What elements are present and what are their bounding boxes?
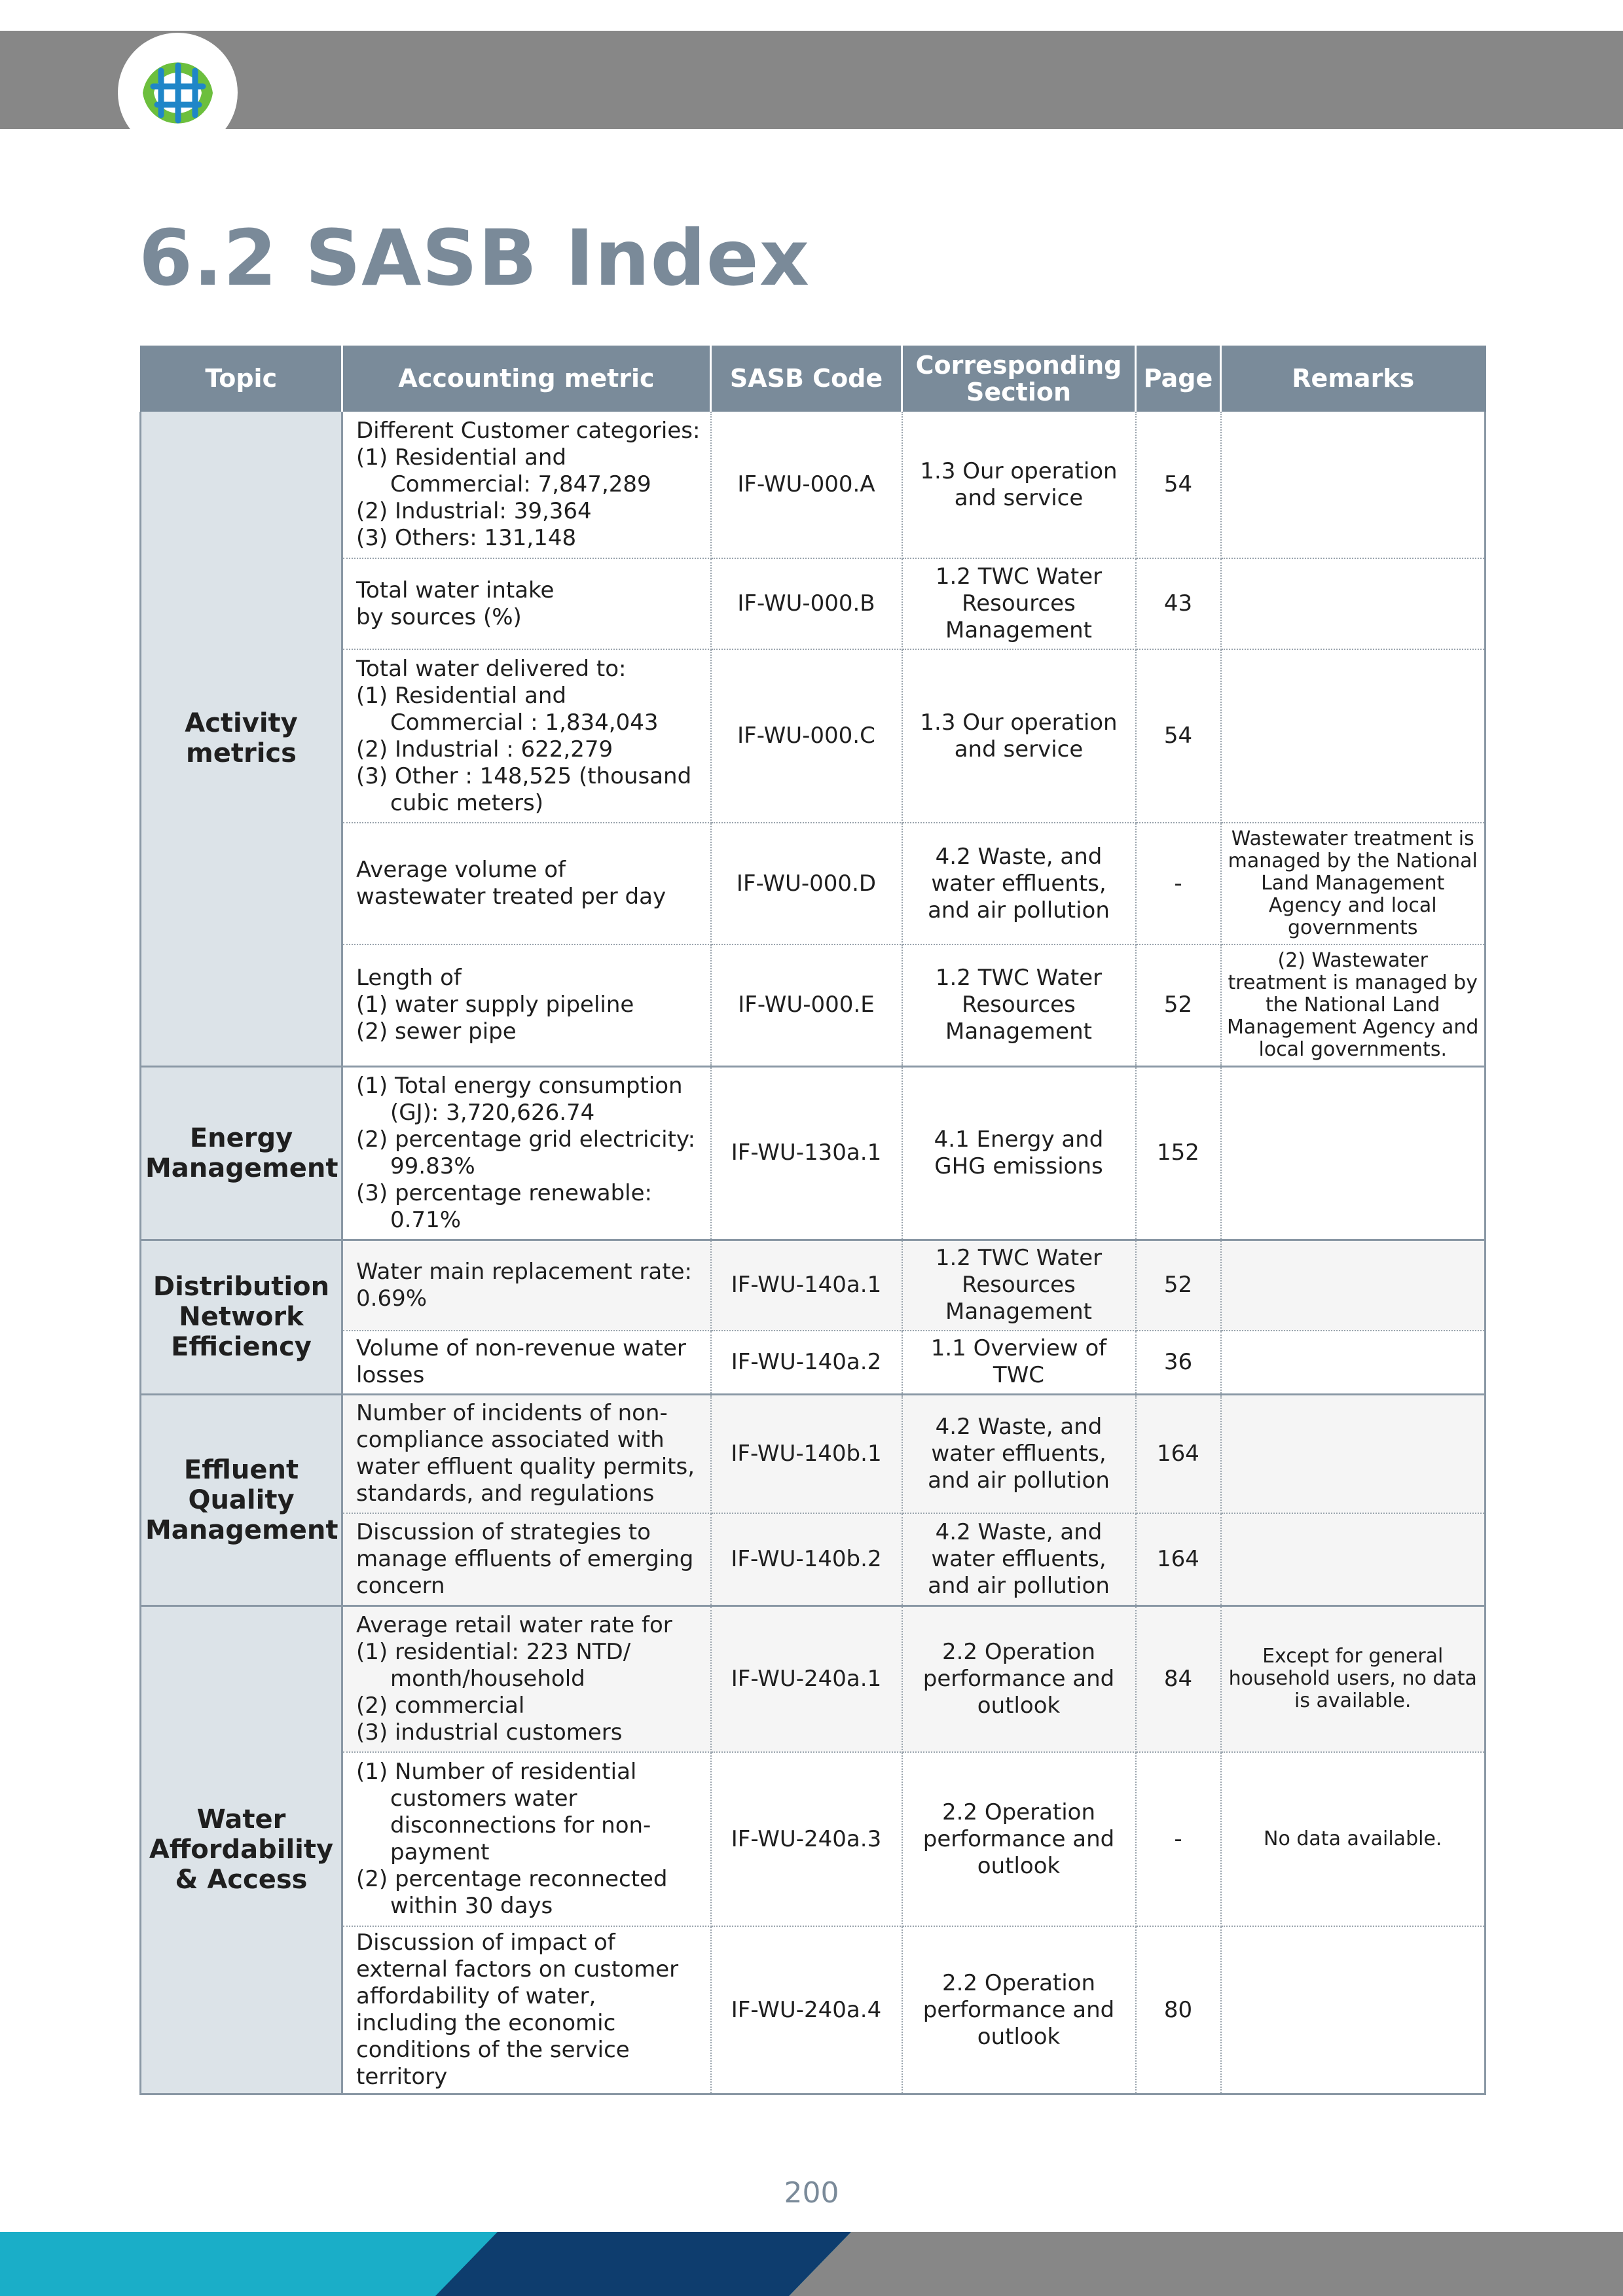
section-cell: 4.2 Waste, and water effluents, and air pollution: [902, 823, 1136, 944]
topic-cell: Activity metrics: [141, 412, 342, 1066]
metric-cell: [342, 1752, 711, 1926]
metric-cell: [342, 944, 711, 1066]
header-topic: Topic: [141, 346, 342, 412]
section-cell: 1.2 TWC Water Resources Management: [902, 1240, 1136, 1331]
page-cell: 52: [1136, 944, 1221, 1066]
page-cell: 164: [1136, 1394, 1221, 1513]
remarks-cell: [1221, 412, 1486, 558]
sasb-code-cell: IF-WU-130a.1: [711, 1066, 902, 1240]
metric-cell: [342, 1066, 711, 1240]
metric-line: (3) industrial customers: [356, 1719, 623, 1746]
sasb-code-cell: IF-WU-240a.4: [711, 1926, 902, 2094]
remarks-cell: [1221, 649, 1486, 823]
metric-line: Length of: [356, 965, 462, 992]
remarks-cell: [1221, 1240, 1486, 1331]
page-cell: 52: [1136, 1240, 1221, 1331]
metric-line: Average volume of wastewater treated per day: [356, 857, 666, 910]
header-sasb-code: SASB Code: [711, 346, 902, 412]
sasb-code-cell: IF-WU-000.C: [711, 649, 902, 823]
metric-line: (2) sewer pipe: [356, 1018, 517, 1045]
topic-cell: Effluent Quality Management: [141, 1394, 342, 1605]
table-row: [141, 649, 1486, 823]
section-cell: 1.3 Our operation and service: [902, 649, 1136, 823]
metric-line: (2) commercial: [356, 1692, 525, 1719]
table-header-row: [141, 346, 1486, 412]
sasb-index-table: [139, 346, 1486, 2095]
remarks-cell: No data available.: [1221, 1752, 1486, 1926]
metric-line: (2) percentage grid electricity: 99.83%: [356, 1126, 696, 1179]
page-cell: 164: [1136, 1513, 1221, 1605]
remarks-cell: Wastewater treatment is managed by the National Land Management Agency and local governments: [1221, 823, 1486, 944]
table-row: [141, 412, 1486, 558]
metric-line: Discussion of strategies to manage effluents of emerging concern: [356, 1518, 694, 1599]
metric-line: (1) water supply pipeline: [356, 992, 634, 1018]
table-row: [141, 1240, 1486, 1331]
table-row: [141, 558, 1486, 649]
page-cell: 43: [1136, 558, 1221, 649]
metric-cell: [342, 1605, 711, 1752]
section-cell: 1.2 TWC Water Resources Management: [902, 944, 1136, 1066]
metric-cell: [342, 1513, 711, 1605]
metric-cell: [342, 1926, 711, 2094]
table-row: [141, 823, 1486, 944]
table-row: [141, 1752, 1486, 1926]
remarks-cell: [1221, 1066, 1486, 1240]
metric-line: Discussion of impact of external factors on customer affordability of water, including the economic conditions of the service territory: [356, 1929, 679, 2090]
sasb-code-cell: IF-WU-140b.2: [711, 1513, 902, 1605]
page-cell: 54: [1136, 649, 1221, 823]
topic-cell: Energy Management: [141, 1066, 342, 1240]
metric-line: (3) Others: 131,148: [356, 525, 577, 551]
table-row: [141, 1926, 1486, 2094]
table-row: [141, 1066, 1486, 1240]
metric-line: Water main replacement rate: 0.69%: [356, 1258, 692, 1312]
metric-line: Number of incidents of non-compliance associated with water effluent quality permits, standards, and regulations: [356, 1400, 695, 1507]
metric-line: (2) Industrial: 39,364: [356, 498, 592, 524]
sasb-code-cell: IF-WU-000.E: [711, 944, 902, 1066]
page-cell: 80: [1136, 1926, 1221, 2094]
metric-line: (1) residential: 223 NTD/ month/household: [356, 1638, 631, 1692]
metric-line: (2) Industrial : 622,279: [356, 736, 613, 762]
metric-cell: [342, 1240, 711, 1331]
logo: [118, 33, 238, 152]
sasb-code-cell: IF-WU-140b.1: [711, 1394, 902, 1513]
sasb-code-cell: IF-WU-000.D: [711, 823, 902, 944]
section-cell: 1.1 Overview of TWC: [902, 1331, 1136, 1394]
header-corresponding-section: Corresponding Section: [902, 346, 1136, 412]
sasb-code-cell: IF-WU-000.A: [711, 412, 902, 558]
topic-cell: Water Affordability & Access: [141, 1605, 342, 2094]
page-number: 200: [784, 2176, 839, 2210]
page-cell: 54: [1136, 412, 1221, 558]
page-cell: 36: [1136, 1331, 1221, 1394]
metric-line: (2) percentage reconnected within 30 days: [356, 1866, 668, 1919]
metric-line: (3) percentage renewable: 0.71%: [356, 1179, 652, 1233]
sasb-code-cell: IF-WU-240a.3: [711, 1752, 902, 1926]
topic-cell: Distribution Network Efficiency: [141, 1240, 342, 1394]
metric-cell: [342, 1331, 711, 1394]
page-cell: 84: [1136, 1605, 1221, 1752]
remarks-cell: [1221, 558, 1486, 649]
header-accounting-metric: Accounting metric: [342, 346, 711, 412]
table-row: [141, 944, 1486, 1066]
page-cell: -: [1136, 1752, 1221, 1926]
section-cell: 4.1 Energy and GHG emissions: [902, 1066, 1136, 1240]
remarks-cell: [1221, 1513, 1486, 1605]
remarks-cell: [1221, 1926, 1486, 2094]
metric-line: Total water intake: [356, 577, 555, 603]
metric-line: (1) Residential and Commercial : 1,834,043: [356, 682, 659, 736]
metric-line: Different Customer categories:: [356, 418, 701, 444]
metric-line: (1) Total energy consumption (GJ): 3,720,626.74: [356, 1072, 683, 1126]
metric-cell: [342, 1394, 711, 1513]
table-row: [141, 1513, 1486, 1605]
section-cell: 1.2 TWC Water Resources Management: [902, 558, 1136, 649]
remarks-cell: [1221, 1394, 1486, 1513]
twc-logo-icon: [118, 33, 238, 152]
remarks-cell: Except for general household users, no data is available.: [1221, 1605, 1486, 1752]
remarks-cell: [1221, 1331, 1486, 1394]
table-row: [141, 1331, 1486, 1394]
page-title: 6.2 SASB Index: [139, 213, 810, 303]
section-cell: 2.2 Operation performance and outlook: [902, 1752, 1136, 1926]
metric-cell: [342, 412, 711, 558]
header-band: [0, 31, 1623, 129]
section-cell: 4.2 Waste, and water effluents, and air pollution: [902, 1394, 1136, 1513]
header-page: Page: [1136, 346, 1221, 412]
metric-cell: [342, 558, 711, 649]
section-cell: 2.2 Operation performance and outlook: [902, 1605, 1136, 1752]
section-cell: 4.2 Waste, and water effluents, and air pollution: [902, 1513, 1136, 1605]
metric-cell: [342, 649, 711, 823]
page-cell: 152: [1136, 1066, 1221, 1240]
metric-line: (1) Number of residential customers water disconnections for non-payment: [356, 1759, 651, 1865]
metric-line: Volume of non-revenue water losses: [356, 1335, 686, 1389]
footer-band: [0, 2232, 1623, 2296]
section-cell: 1.3 Our operation and service: [902, 412, 1136, 558]
metric-line: by sources (%): [356, 603, 522, 630]
section-cell: 2.2 Operation performance and outlook: [902, 1926, 1136, 2094]
metric-line: (1) Residential and Commercial: 7,847,289: [356, 444, 651, 497]
table-row: [141, 1605, 1486, 1752]
header-remarks: Remarks: [1221, 346, 1486, 412]
table-row: [141, 1394, 1486, 1513]
remarks-cell: (2) Wastewater treatment is managed by the National Land Management Agency and local governments.: [1221, 944, 1486, 1066]
metric-line: Total water delivered to:: [356, 655, 627, 682]
metric-line: (3) Other : 148,525 (thousand cubic meters): [356, 762, 692, 816]
metric-line: Average retail water rate for: [356, 1611, 672, 1638]
sasb-code-cell: IF-WU-140a.2: [711, 1331, 902, 1394]
page-cell: -: [1136, 823, 1221, 944]
sasb-code-cell: IF-WU-000.B: [711, 558, 902, 649]
sasb-code-cell: IF-WU-140a.1: [711, 1240, 902, 1331]
metric-cell: [342, 823, 711, 944]
sasb-code-cell: IF-WU-240a.1: [711, 1605, 902, 1752]
